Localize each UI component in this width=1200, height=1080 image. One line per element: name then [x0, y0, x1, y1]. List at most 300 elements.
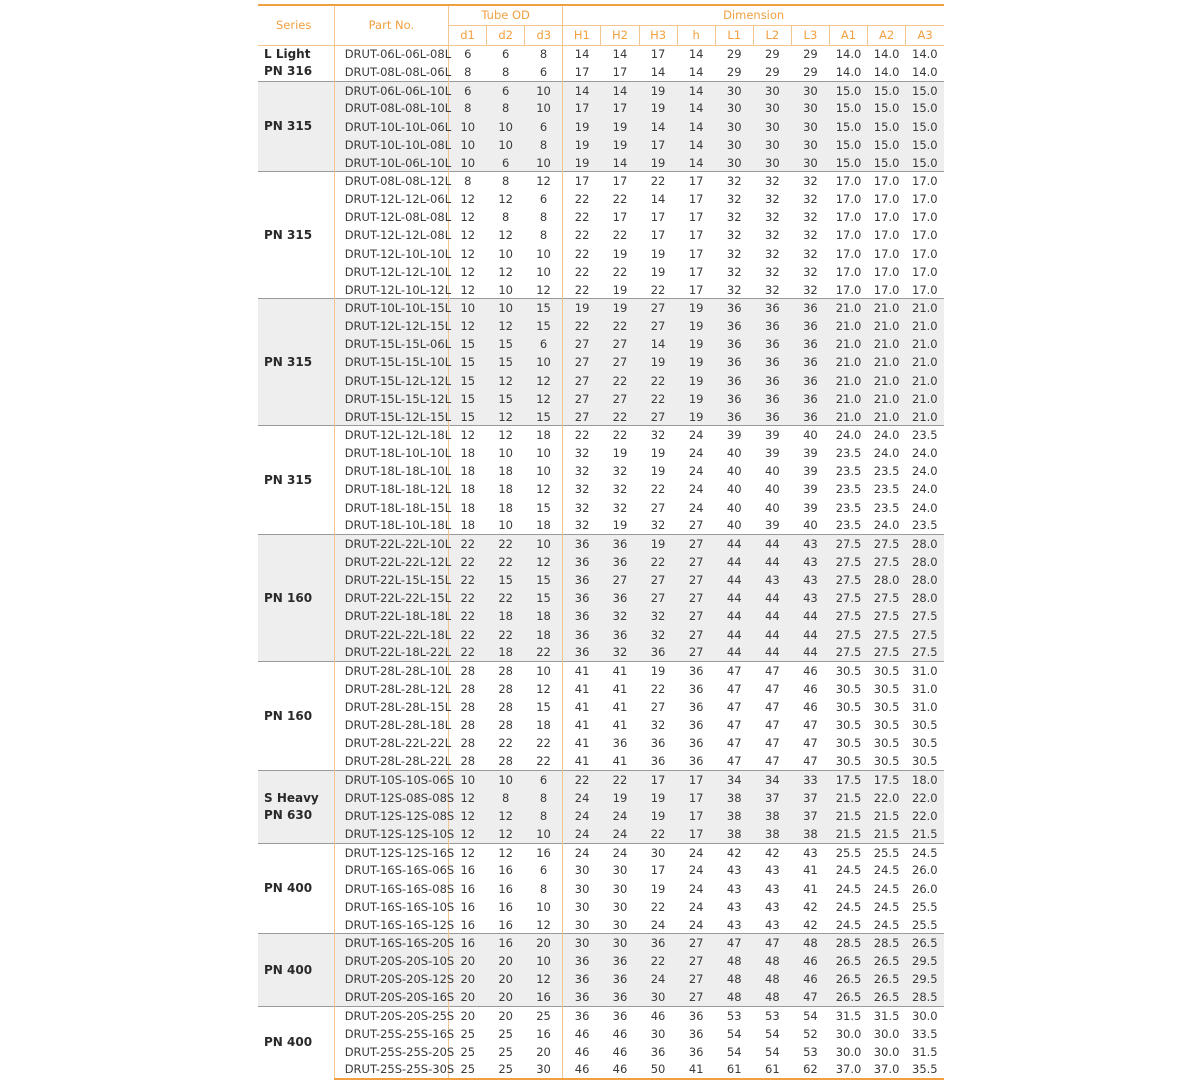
value-cell-l3: 43 [791, 843, 829, 861]
value-cell-a1: 21.5 [829, 807, 867, 825]
value-cell-h1: 19 [563, 154, 601, 172]
value-cell-h3: 17 [639, 45, 677, 63]
value-cell-a1: 31.5 [829, 1006, 867, 1024]
value-cell-l2: 39 [765, 446, 780, 461]
value-cell-h1: 46 [563, 1043, 601, 1061]
value-cell-d1: 20 [449, 952, 487, 970]
table-row [258, 317, 944, 335]
value-cell-l2: 54 [765, 1044, 780, 1059]
value-cell-a1: 15.0 [829, 81, 867, 99]
part-number-cell: DRUT-22L-18L-18L [334, 607, 448, 625]
value-cell-a3: 30.0 [906, 1006, 944, 1024]
part-number-cell: DRUT-10L-10L-08L [334, 136, 448, 154]
value-cell-a3: 15.0 [906, 154, 944, 172]
value-cell-h1: 27 [563, 390, 601, 408]
value-cell-d3: 12 [536, 282, 551, 297]
value-cell-a1: 21.5 [829, 789, 867, 807]
part-number-cell: DRUT-15L-15L-10L [334, 353, 448, 371]
value-cell-l2: 36 [753, 353, 791, 371]
value-cell-d1: 10 [449, 118, 487, 136]
value-cell-h3: 50 [639, 1061, 677, 1079]
value-cell-h: 27 [677, 535, 715, 553]
part-number-cell: DRUT-18L-10L-18L [334, 517, 448, 535]
value-cell-a1: 27.5 [829, 535, 867, 553]
value-cell-h: 17 [688, 228, 704, 243]
value-cell-h1: 32 [563, 444, 601, 462]
value-cell-a3: 27.5 [906, 626, 944, 644]
value-cell-d2: 18 [498, 500, 513, 515]
value-cell-h: 14 [688, 64, 704, 79]
value-cell-h3: 22 [639, 952, 677, 970]
value-cell-l1: 29 [726, 64, 742, 79]
value-cell-l3: 43 [791, 535, 829, 553]
value-cell-h2: 32 [612, 464, 628, 479]
table-row [258, 1025, 944, 1043]
value-cell-h3: 22 [639, 825, 677, 843]
value-cell-h3: 22 [650, 482, 666, 497]
part-number-cell: DRUT-22L-18L-22L [334, 644, 448, 662]
part-number-cell: DRUT-16S-16S-08S [334, 879, 448, 897]
value-cell-a2: 30.0 [873, 1026, 900, 1041]
value-cell-l3: 36 [791, 408, 829, 426]
value-cell-l2: 54 [765, 1026, 780, 1041]
value-cell-h2: 30 [612, 881, 628, 896]
value-cell-h3: 36 [650, 754, 666, 769]
value-cell-h1: 32 [563, 462, 601, 480]
value-cell-d3: 16 [525, 988, 563, 1006]
value-cell-h: 27 [677, 607, 715, 625]
value-cell-d1: 12 [449, 789, 487, 807]
part-number-cell: DRUT-12S-12S-08S [334, 807, 448, 825]
value-cell-d2: 8 [501, 210, 510, 225]
value-cell-a2: 27.5 [868, 644, 906, 662]
value-cell-l1: 36 [715, 299, 753, 317]
value-cell-h3: 19 [650, 446, 666, 461]
value-cell-d2: 15 [487, 571, 525, 589]
value-cell-a1: 37.0 [829, 1061, 867, 1079]
value-cell-h2: 27 [601, 353, 639, 371]
table-row [258, 299, 944, 317]
table-row [258, 607, 944, 625]
value-cell-a1: 27.5 [829, 626, 867, 644]
value-cell-a2: 26.5 [868, 952, 906, 970]
value-cell-a3: 15.0 [906, 81, 944, 99]
value-cell-l1: 47 [726, 754, 742, 769]
value-cell-h: 36 [688, 1026, 704, 1041]
value-cell-a1: 30.0 [835, 1044, 862, 1059]
table-row [258, 353, 944, 371]
value-cell-d1: 12 [449, 226, 487, 244]
value-cell-a1: 23.5 [835, 482, 862, 497]
table-row [258, 226, 944, 244]
value-cell-h1: 22 [563, 208, 601, 226]
column-header-h: h [677, 25, 715, 45]
value-cell-a2: 23.5 [873, 464, 900, 479]
value-cell-d3: 18 [525, 426, 563, 444]
value-cell-l3: 36 [791, 390, 829, 408]
value-cell-l3: 30 [791, 154, 829, 172]
value-cell-h1: 19 [563, 118, 601, 136]
value-cell-h3: 22 [639, 372, 677, 390]
value-cell-h2: 36 [601, 535, 639, 553]
value-cell-l1: 32 [715, 172, 753, 190]
value-cell-h2: 36 [601, 988, 639, 1006]
series-label-line: PN 630 [264, 807, 313, 822]
value-cell-d1: 18 [449, 462, 487, 480]
value-cell-l1: 30 [715, 81, 753, 99]
value-cell-a3: 24.0 [912, 464, 938, 479]
value-cell-a3: 21.0 [906, 353, 944, 371]
value-cell-d1: 10 [449, 771, 487, 789]
part-number-cell: DRUT-15L-15L-06L [334, 335, 448, 353]
value-cell-l3: 47 [803, 754, 818, 769]
value-cell-h3: 19 [639, 99, 677, 117]
value-cell-d3: 20 [536, 1044, 551, 1059]
part-number-cell: DRUT-08L-08L-06L [334, 63, 448, 81]
value-cell-h1: 46 [563, 1061, 601, 1079]
value-cell-d3: 15 [525, 317, 563, 335]
value-cell-l3: 32 [803, 282, 818, 297]
value-cell-d1: 16 [449, 879, 487, 897]
part-number-cell: DRUT-20S-20S-25S [334, 1006, 448, 1024]
value-cell-l3: 42 [803, 917, 818, 932]
value-cell-a1: 26.5 [829, 970, 867, 988]
value-cell-a2: 27.5 [868, 607, 906, 625]
value-cell-l1: 48 [715, 970, 753, 988]
value-cell-l3: 40 [803, 518, 818, 533]
part-number-cell: DRUT-08L-08L-12L [334, 172, 448, 190]
value-cell-d2: 20 [487, 952, 525, 970]
value-cell-a1: 26.5 [829, 952, 867, 970]
value-cell-a2: 30.5 [873, 718, 900, 733]
value-cell-a1: 15.0 [829, 136, 867, 154]
value-cell-a1: 21.0 [829, 353, 867, 371]
value-cell-a3: 28.0 [906, 553, 944, 571]
value-cell-h1: 30 [563, 861, 601, 879]
value-cell-d1: 12 [449, 825, 487, 843]
value-cell-a3: 27.5 [906, 607, 944, 625]
spec-table-container [258, 4, 944, 1080]
value-cell-d1: 6 [449, 45, 487, 63]
value-cell-d2: 28 [498, 718, 513, 733]
value-cell-d3: 10 [536, 899, 551, 914]
value-cell-l1: 38 [715, 789, 753, 807]
part-number-cell: DRUT-28L-28L-15L [334, 698, 448, 716]
part-number-cell: DRUT-12L-10L-10L [334, 245, 448, 263]
value-cell-a2: 27.5 [868, 553, 906, 571]
value-cell-a3: 21.0 [906, 408, 944, 426]
part-number-cell: DRUT-18L-18L-10L [334, 462, 448, 480]
part-number-cell: DRUT-10L-10L-06L [334, 118, 448, 136]
value-cell-a3: 24.0 [912, 500, 938, 515]
value-cell-a3: 17.0 [912, 228, 938, 243]
part-number-cell: DRUT-28L-28L-12L [334, 680, 448, 698]
value-cell-a1: 15.0 [829, 118, 867, 136]
value-cell-h: 36 [677, 1006, 715, 1024]
value-cell-l3: 39 [803, 500, 818, 515]
value-cell-d1: 28 [449, 680, 487, 698]
value-cell-d1: 12 [449, 208, 487, 226]
value-cell-h2: 32 [612, 500, 628, 515]
part-number-cell: DRUT-12L-12L-08L [334, 226, 448, 244]
value-cell-d3: 30 [525, 1061, 563, 1079]
series-label-line: PN 315 [264, 227, 313, 242]
value-cell-l3: 46 [803, 681, 818, 696]
value-cell-l3: 47 [803, 718, 818, 733]
value-cell-d2: 10 [498, 282, 513, 297]
value-cell-l3: 44 [791, 644, 829, 662]
value-cell-d1: 20 [449, 970, 487, 988]
value-cell-l2: 29 [753, 45, 791, 63]
value-cell-h: 14 [677, 154, 715, 172]
value-cell-a3: 23.5 [912, 518, 938, 533]
table-row [258, 517, 944, 535]
series-label-line: PN 315 [264, 119, 313, 134]
series-label-line: PN 315 [264, 472, 313, 487]
value-cell-d2: 20 [487, 1006, 525, 1024]
part-number-cell: DRUT-22L-22L-15L [334, 589, 448, 607]
value-cell-d3: 12 [525, 553, 563, 571]
part-number-cell: DRUT-18L-18L-15L [334, 499, 448, 517]
value-cell-l3: 52 [803, 1026, 818, 1041]
part-number-cell: DRUT-20S-20S-10S [334, 952, 448, 970]
value-cell-h: 14 [677, 136, 715, 154]
value-cell-d3: 18 [536, 718, 551, 733]
value-cell-h3: 27 [639, 408, 677, 426]
value-cell-a3: 21.0 [906, 372, 944, 390]
value-cell-h2: 22 [612, 228, 628, 243]
dimension-header: Dimension [563, 5, 944, 25]
value-cell-l2: 32 [765, 246, 780, 261]
value-cell-l3: 39 [803, 482, 818, 497]
value-cell-l3: 37 [791, 807, 829, 825]
column-header-h3: H3 [639, 25, 677, 45]
value-cell-l3: 46 [791, 952, 829, 970]
value-cell-a1: 27.5 [829, 553, 867, 571]
value-cell-a2: 15.0 [868, 81, 906, 99]
value-cell-a2: 30.0 [873, 1044, 900, 1059]
part-number-cell: DRUT-16S-16S-20S [334, 934, 448, 952]
value-cell-h3: 27 [650, 500, 666, 515]
value-cell-l1: 61 [715, 1061, 753, 1079]
value-cell-h2: 19 [601, 136, 639, 154]
value-cell-h3: 19 [650, 264, 666, 279]
value-cell-d1: 25 [449, 1025, 487, 1043]
value-cell-d2: 28 [487, 662, 525, 680]
value-cell-d1: 8 [449, 172, 487, 190]
value-cell-l1: 32 [726, 192, 742, 207]
series-group [258, 45, 944, 81]
value-cell-a2: 31.5 [868, 1006, 906, 1024]
value-cell-d3: 15 [525, 408, 563, 426]
value-cell-l2: 43 [765, 863, 780, 878]
value-cell-a3: 21.0 [906, 335, 944, 353]
value-cell-d3: 15 [536, 700, 551, 715]
value-cell-l2: 44 [753, 589, 791, 607]
value-cell-d3: 20 [525, 934, 563, 952]
value-cell-h2: 17 [612, 210, 628, 225]
value-cell-l3: 44 [791, 607, 829, 625]
value-cell-a3: 31.0 [912, 700, 938, 715]
value-cell-l2: 36 [753, 408, 791, 426]
value-cell-l1: 43 [726, 863, 742, 878]
value-cell-a2: 17.0 [873, 192, 900, 207]
table-row [258, 916, 944, 934]
value-cell-a3: 17.0 [912, 192, 938, 207]
value-cell-h2: 32 [601, 607, 639, 625]
value-cell-h3: 30 [639, 988, 677, 1006]
series-label-line: PN 316 [264, 64, 313, 79]
series-label [258, 81, 334, 172]
value-cell-d3: 6 [525, 118, 563, 136]
value-cell-h1: 36 [563, 571, 601, 589]
value-cell-l1: 47 [726, 736, 742, 751]
value-cell-h3: 32 [639, 626, 677, 644]
value-cell-h2: 24 [601, 843, 639, 861]
value-cell-d3: 6 [539, 863, 548, 878]
part-number-cell: DRUT-15L-12L-12L [334, 372, 448, 390]
value-cell-h1: 36 [563, 952, 601, 970]
value-cell-a2: 30.5 [868, 662, 906, 680]
value-cell-h2: 19 [612, 518, 628, 533]
value-cell-h1: 32 [563, 480, 601, 498]
value-cell-h: 19 [677, 353, 715, 371]
value-cell-h1: 22 [563, 426, 601, 444]
value-cell-a1: 27.5 [829, 607, 867, 625]
value-cell-a2: 23.5 [873, 500, 900, 515]
table-row [258, 208, 944, 226]
value-cell-a3: 35.5 [906, 1061, 944, 1079]
value-cell-d1: 12 [449, 263, 487, 281]
value-cell-l1: 38 [715, 825, 753, 843]
value-cell-d1: 12 [449, 843, 487, 861]
table-row [258, 771, 944, 789]
value-cell-a3: 27.5 [906, 644, 944, 662]
value-cell-a3: 17.0 [912, 210, 938, 225]
series-label [258, 771, 334, 844]
value-cell-l3: 36 [791, 353, 829, 371]
value-cell-d2: 18 [498, 464, 513, 479]
value-cell-h2: 14 [601, 45, 639, 63]
value-cell-l1: 44 [715, 607, 753, 625]
value-cell-l1: 32 [726, 264, 742, 279]
value-cell-a3: 21.0 [906, 299, 944, 317]
value-cell-l2: 47 [753, 662, 791, 680]
part-number-cell: DRUT-12L-10L-12L [334, 281, 448, 299]
value-cell-d3: 8 [525, 807, 563, 825]
series-header: Series [258, 5, 334, 45]
value-cell-l2: 44 [753, 535, 791, 553]
value-cell-a1: 24.0 [829, 426, 867, 444]
value-cell-d3: 6 [525, 335, 563, 353]
value-cell-a2: 24.5 [873, 863, 900, 878]
value-cell-l1: 43 [726, 917, 742, 932]
value-cell-d3: 8 [539, 881, 548, 896]
value-cell-h: 24 [677, 426, 715, 444]
value-cell-h3: 17 [639, 136, 677, 154]
value-cell-h3: 24 [650, 917, 666, 932]
table-row [258, 626, 944, 644]
value-cell-d2: 25 [498, 1026, 513, 1041]
table-row [258, 462, 944, 480]
value-cell-a1: 17.5 [829, 771, 867, 789]
value-cell-h3: 32 [639, 426, 677, 444]
value-cell-d3: 15 [536, 500, 551, 515]
value-cell-l3: 32 [803, 228, 818, 243]
value-cell-l1: 30 [715, 136, 753, 154]
value-cell-a3: 17.0 [912, 282, 938, 297]
table-row [258, 408, 944, 426]
value-cell-d1: 28 [449, 716, 487, 734]
part-number-cell: DRUT-06L-06L-10L [334, 81, 448, 99]
value-cell-a3: 15.0 [906, 118, 944, 136]
value-cell-d2: 16 [498, 899, 513, 914]
value-cell-a2: 25.5 [868, 843, 906, 861]
value-cell-l3: 41 [803, 881, 818, 896]
value-cell-d3: 12 [536, 917, 551, 932]
value-cell-h1: 41 [563, 734, 601, 752]
value-cell-l1: 40 [726, 446, 742, 461]
value-cell-h2: 19 [601, 789, 639, 807]
value-cell-h3: 19 [639, 154, 677, 172]
value-cell-h: 24 [688, 899, 704, 914]
part-number-cell: DRUT-12S-12S-10S [334, 825, 448, 843]
part-number-cell: DRUT-10S-10S-06S [334, 771, 448, 789]
value-cell-a2: 21.5 [868, 825, 906, 843]
value-cell-a1: 17.0 [835, 192, 862, 207]
table-row [258, 662, 944, 680]
table-row [258, 825, 944, 843]
value-cell-a2: 22.0 [868, 789, 906, 807]
value-cell-h: 19 [677, 390, 715, 408]
value-cell-h3: 14 [650, 64, 666, 79]
value-cell-a2: 15.0 [868, 118, 906, 136]
value-cell-d2: 12 [487, 408, 525, 426]
table-row [258, 589, 944, 607]
value-cell-h1: 36 [563, 644, 601, 662]
series-group [258, 535, 944, 662]
value-cell-h3: 36 [650, 1044, 666, 1059]
value-cell-h2: 41 [612, 754, 628, 769]
value-cell-l2: 36 [753, 372, 791, 390]
table-row [258, 1043, 944, 1061]
value-cell-a1: 21.0 [829, 335, 867, 353]
part-number-cell: DRUT-12S-12S-16S [334, 843, 448, 861]
value-cell-a2: 21.0 [868, 335, 906, 353]
value-cell-l1: 44 [715, 644, 753, 662]
value-cell-l1: 36 [715, 408, 753, 426]
part-number-cell: DRUT-20S-20S-12S [334, 970, 448, 988]
value-cell-a1: 30.5 [835, 718, 862, 733]
value-cell-d2: 20 [487, 970, 525, 988]
value-cell-h: 14 [677, 99, 715, 117]
value-cell-d2: 12 [487, 807, 525, 825]
value-cell-h3: 36 [639, 644, 677, 662]
value-cell-h2: 30 [601, 934, 639, 952]
value-cell-h3: 14 [639, 335, 677, 353]
table-row [258, 680, 944, 698]
table-row [258, 154, 944, 172]
value-cell-d3: 22 [525, 644, 563, 662]
value-cell-d2: 25 [498, 1044, 513, 1059]
value-cell-l3: 29 [803, 64, 818, 79]
value-cell-d1: 22 [449, 589, 487, 607]
value-cell-l1: 43 [726, 881, 742, 896]
column-header-a2: A2 [868, 25, 906, 45]
value-cell-h2: 41 [601, 662, 639, 680]
value-cell-l1: 38 [715, 807, 753, 825]
value-cell-l2: 61 [753, 1061, 791, 1079]
